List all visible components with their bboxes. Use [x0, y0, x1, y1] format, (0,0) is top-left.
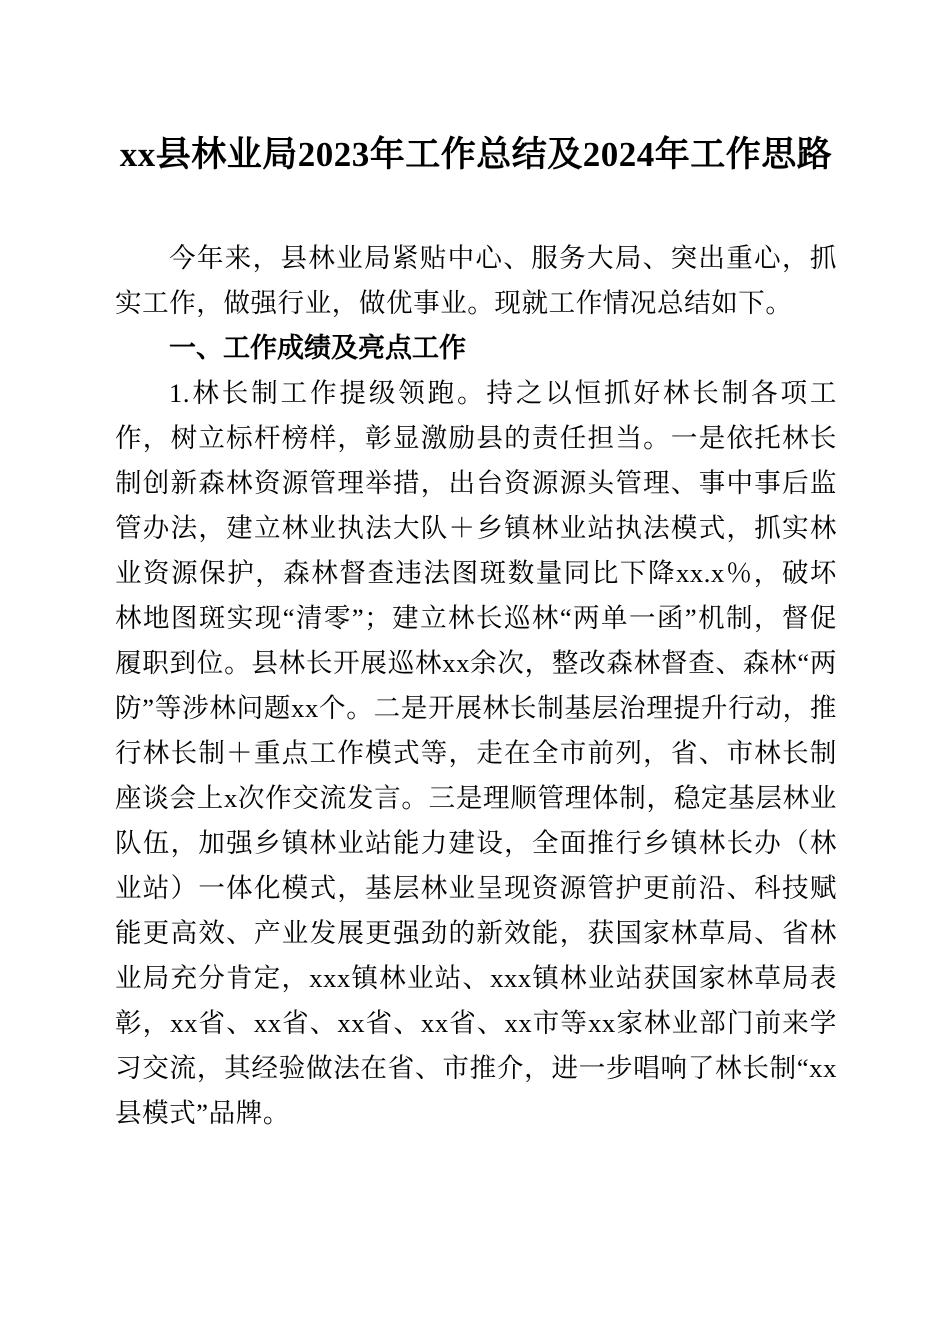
- document-content: [115, 0, 837, 1136]
- body-paragraph-item-1: 1.林长制工作提级领跑。持之以恒抓好林长制各项工作，树立标杆榜样，彰显激励县的责任担当。一是依托林长制创新森林资源管理举措，出台资源源头管理、事中事后监管办法，建立林业执法大队＋乡镇林业站执法模式，抓实林业资源保护，森林督查违法图斑数量同比下降xx.x％，破坏林地图斑实现“清零”；建立林长巡林“两单一函”机制，督促履职到位。县林长开展巡林xx余次，整改森林督查、森林“两防”等涉林问题xx个。二是开展林长制基层治理提升行动，推行林长制＋重点工作模式等，走在全市前列，省、市林长制座谈会上x次作交流发言。三是理顺管理体制，稳定基层林业队伍，加强乡镇林业站能力建设，全面推行乡镇林长办（林业站）一体化模式，基层林业呈现资源管护更前沿、科技赋能更高效、产业发展更强劲的新效能，获国家林草局、省林业局充分肯定，xxx镇林业站、xxx镇林业站获国家林草局表彰，xx省、xx省、xx省、xx省、xx市等xx家林业部门前来学习交流，其经验做法在省、市推介，进一步唱响了林长制“xx县模式”品牌。: [115, 378, 837, 1128]
- intro-paragraph: 今年来，县林业局紧贴中心、服务大局、突出重心，抓实工作，做强行业，做优事业。现就工作情况总结如下。: [115, 243, 837, 318]
- page-title: xx县林业局2023年工作总结及2024年工作思路: [119, 135, 833, 174]
- section-heading-work-achievements: 一、工作成绩及亮点工作: [169, 333, 466, 363]
